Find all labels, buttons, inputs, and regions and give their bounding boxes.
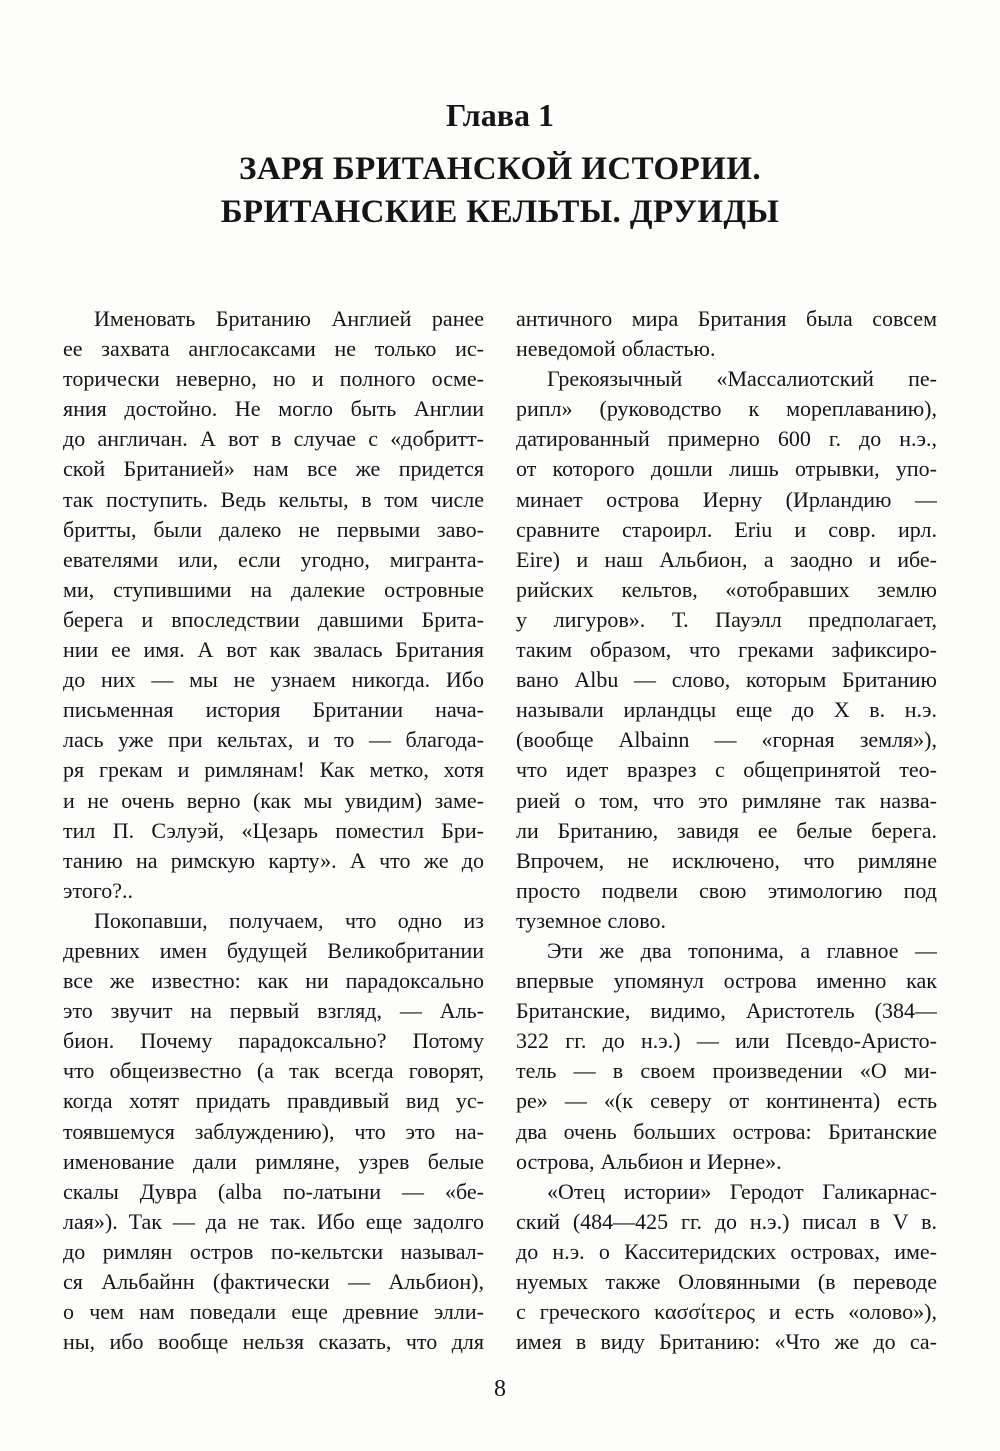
text-line: с греческого κασσίτερος и есть «олово»),: [516, 1299, 937, 1325]
text-line: древних имен будущей Великобритании: [63, 937, 484, 963]
text-line: вано Albu — слово, которым Британию: [516, 667, 937, 693]
text-line: до римлян остров по-кельтски называл-: [63, 1238, 484, 1264]
text-line: Эти же два топонима, а главное —: [547, 937, 937, 963]
text-line: рийских кельтов, «отобравших землю: [516, 576, 937, 602]
text-line: 322 гг. до н.э.) — или Псевдо-Аристо-: [516, 1028, 937, 1054]
text-line: античного мира Британия была совсем: [516, 306, 937, 331]
text-line: туземное слово.: [516, 907, 666, 933]
text-line: что общеизвестно (а так всегда говорят,: [63, 1058, 484, 1084]
text-line: лая»). Так — да не так. Ибо еще задолго: [63, 1208, 484, 1234]
chapter-title-line-2: БРИТАНСКИЕ КЕЛЬТЫ. ДРУИДЫ: [220, 194, 780, 230]
text-line: скалы Дувра (alba по-латыни — «бе-: [63, 1178, 484, 1204]
text-line: до них — мы не узнаем никогда. Ибо: [63, 667, 484, 693]
text-line: таким образом, что греками зафиксиро-: [516, 637, 937, 663]
text-line: рией о том, что это римляне так назва-: [516, 787, 937, 813]
text-line: именование дали римляне, узрев белые: [63, 1148, 484, 1174]
text-line: что идет вразрез с общепринятой тео-: [516, 757, 937, 783]
text-line: Британские, видимо, Аристотель (384—: [516, 998, 937, 1024]
text-line: сравните староирл. Eriu и совр. ирл.: [516, 516, 937, 542]
text-line: бритты, были далеко не первыми заво-: [63, 516, 484, 542]
text-line: ся Альбайнн (фактически — Альбион),: [63, 1269, 484, 1294]
text-columns: [63, 304, 937, 1357]
text-line: лась уже при кельтах, и то — благода-: [63, 727, 484, 753]
text-line: нуемых также Оловянными (в переводе: [516, 1269, 937, 1294]
text-line: датированный примерно 600 г. до н.э.,: [516, 426, 937, 452]
text-line: этого?..: [63, 877, 134, 903]
text-line: у лигуров». Т. Пауэлл предполагает,: [516, 606, 937, 632]
text-line: евателями или, если угодно, мигранта-: [63, 546, 484, 572]
text-line: тель — в своем произведении «О ми-: [516, 1058, 937, 1084]
text-line: Eire) и наш Альбион, а заодно и ибе-: [516, 546, 937, 572]
text-line: острова, Альбион и Иерне».: [516, 1148, 782, 1174]
text-line: письменная история Британии нача-: [63, 697, 484, 723]
text-line: Грекоязычный «Массалиотский пе-: [547, 366, 937, 392]
text-line: все же известно: как ни парадоксально: [63, 968, 484, 994]
text-line: (вообще Albainn — «горная земля»),: [516, 727, 937, 753]
text-line: имея в виду Британию: «Что же до са-: [516, 1329, 937, 1355]
text-line: берега и впоследствии давшими Брита-: [63, 606, 484, 632]
text-line: просто подвели свою этимологию под: [516, 877, 937, 903]
text-line: «Отец истории» Геродот Галикарнас-: [547, 1178, 937, 1204]
text-line: Покопавши, получаем, что одно из: [94, 907, 484, 933]
text-line: называли ирландцы еще до X в. н.э.: [516, 697, 937, 723]
text-line: два очень больших острова: Британские: [516, 1118, 937, 1144]
text-line: тил П. Сэлуэй, «Цезарь поместил Бри-: [63, 817, 484, 843]
page-number: 8: [494, 1376, 506, 1402]
text-line: танию на римскую карту». А что же до: [63, 847, 484, 873]
text-line: рипл» (руководство к мореплаванию),: [516, 396, 937, 422]
text-line: нии ее имя. А вот как звалась Британия: [63, 637, 484, 663]
text-line: так поступить. Ведь кельты, в том числе: [63, 486, 484, 512]
text-line: ской Британией» нам все же придется: [63, 456, 484, 482]
text-line: ми, ступившими на далекие островные: [63, 576, 484, 602]
left-column: [63, 304, 484, 1357]
text-line: когда хотят придать правдивый вид ус-: [63, 1088, 484, 1114]
chapter-heading: [0, 96, 1000, 234]
text-line: ский (484—425 гг. до н.э.) писал в V в.: [516, 1208, 937, 1234]
text-line: Именовать Британию Англией ранее: [94, 306, 484, 331]
right-column: [516, 304, 937, 1357]
text-line: и не очень верно (как мы увидим) заме-: [63, 787, 484, 813]
chapter-title-line-1: ЗАРЯ БРИТАНСКОЙ ИСТОРИИ.: [239, 151, 761, 187]
text-line: тоявшемуся заблуждению), что это на-: [63, 1118, 484, 1144]
text-line: яния достойно. Не могло быть Англии: [63, 396, 484, 422]
text-line: впервые упомянул острова именно как: [516, 968, 937, 994]
text-line: до н.э. о Касситеридских островах, име-: [516, 1238, 937, 1264]
text-line: торически неверно, но и полного осме-: [63, 366, 484, 392]
text-line: ны, ибо вообще нельзя сказать, что для: [63, 1329, 484, 1355]
text-line: неведомой областью.: [516, 336, 716, 362]
text-line: ря грекам и римлянам! Как метко, хотя: [63, 757, 484, 783]
text-line: это звучит на первый взгляд, — Аль-: [63, 998, 484, 1024]
text-line: от которого дошли лишь отрывки, упо-: [516, 456, 937, 482]
text-line: до англичан. А вот в случае с «добритт-: [63, 426, 484, 452]
text-line: Впрочем, не исключено, что римляне: [516, 847, 937, 873]
text-line: ее захвата англосаксами не только ис-: [63, 336, 484, 362]
chapter-label: Глава 1: [446, 97, 554, 133]
text-line: бион. Почему парадоксально? Потому: [63, 1028, 484, 1054]
text-line: ли Британию, завидя ее белые берега.: [516, 817, 937, 843]
text-line: о чем нам поведали еще древние элли-: [63, 1299, 484, 1325]
text-line: ре» — «(к северу от континента) есть: [516, 1088, 937, 1114]
text-line: минает острова Иерну (Ирландию —: [516, 486, 937, 512]
